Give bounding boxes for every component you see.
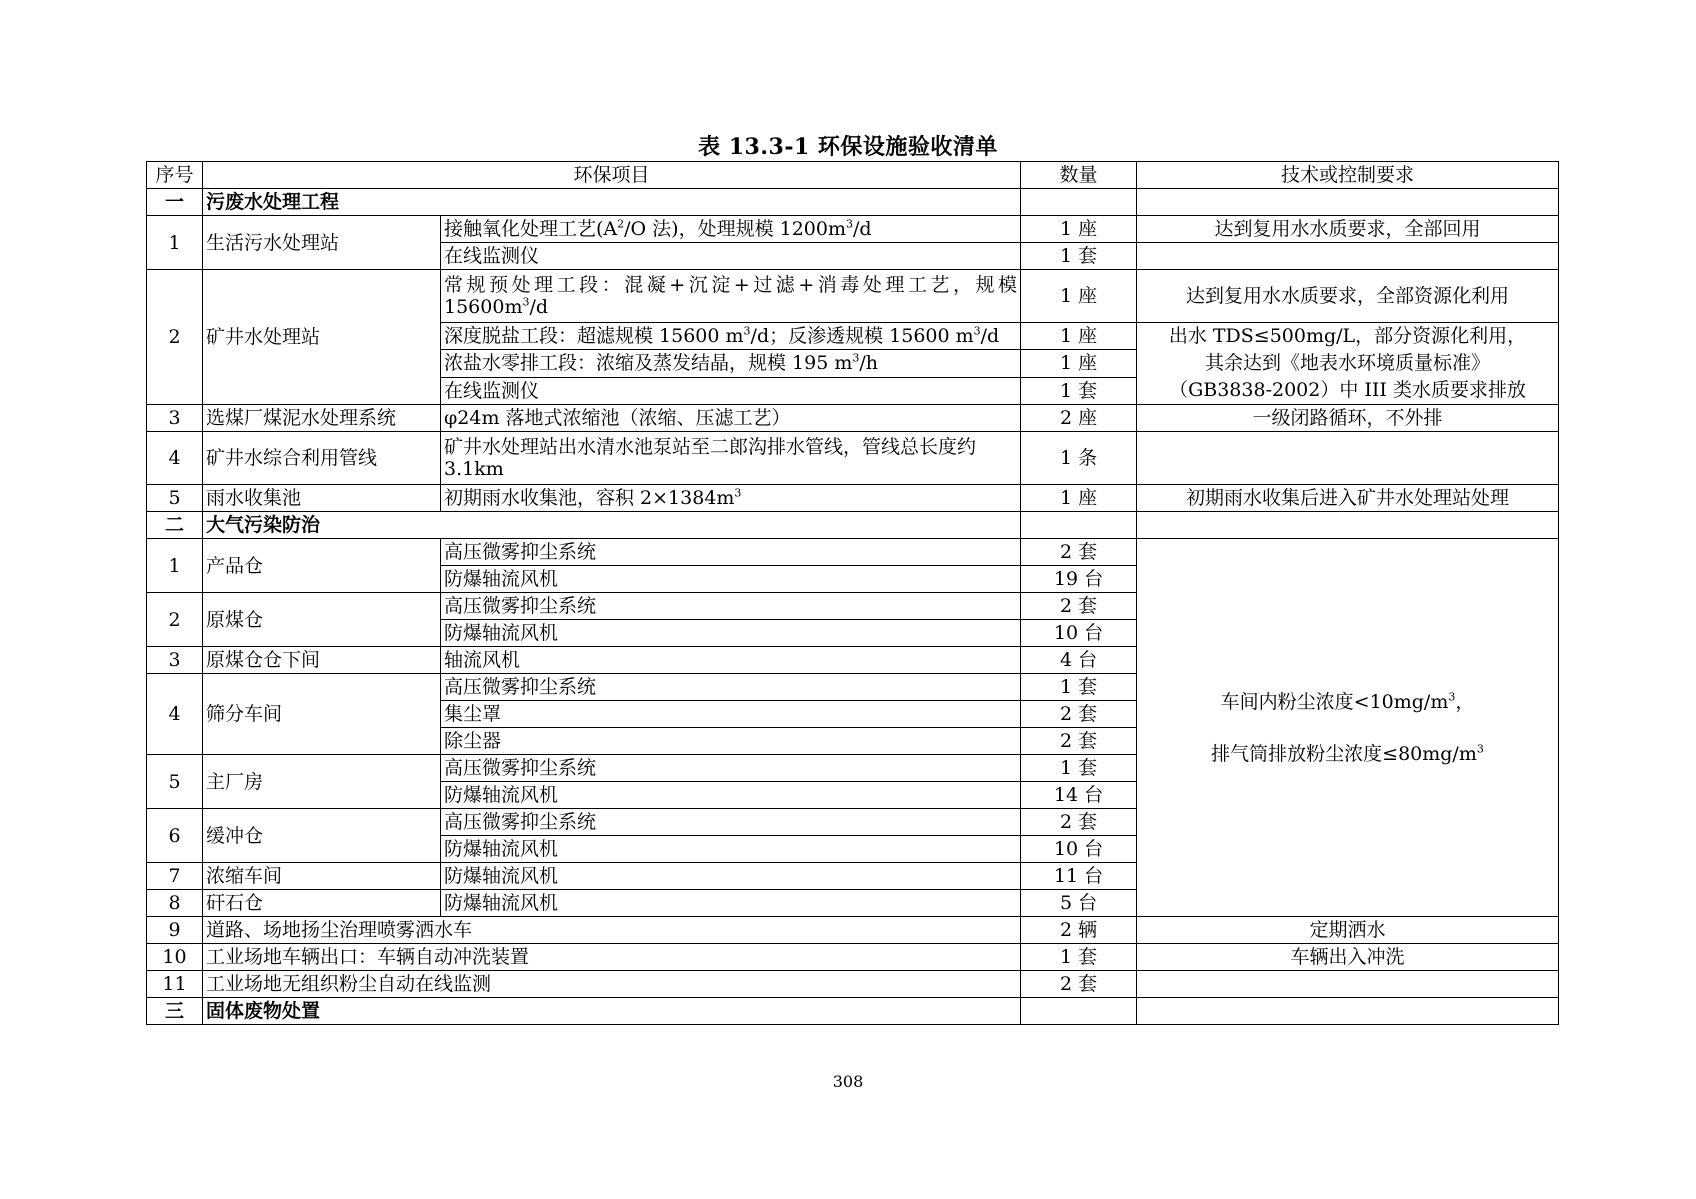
row-desc: 防爆轴流风机 [441, 890, 1021, 917]
section-index: 三 [147, 998, 203, 1025]
section-index: 二 [147, 512, 203, 539]
desc-part: /d [852, 218, 872, 240]
table-row [147, 917, 1559, 944]
row-desc: 高压微雾抑尘系统 [441, 539, 1021, 566]
table-row [147, 944, 1559, 971]
row-desc: φ24m 落地式浓缩池（浓缩、压滤工艺） [441, 405, 1021, 432]
row-qty: 2 辆 [1021, 917, 1137, 944]
section-name: 大气污染防治 [203, 512, 1021, 539]
row-qty: 1 座 [1021, 485, 1137, 512]
row-no: 2 [147, 270, 203, 405]
req-part: 排气筒排放粉尘浓度≤80mg/m [1211, 742, 1477, 765]
row-req: 达到复用水水质要求，全部资源化利用 [1137, 270, 1559, 323]
header-item: 环保项目 [203, 162, 1021, 189]
row-qty: 2 套 [1021, 701, 1137, 728]
desc-part: 初期雨水收集池，容积 2×1384m [444, 487, 735, 509]
row-no: 8 [147, 890, 203, 917]
table-row [147, 432, 1559, 485]
row-desc: 高压微雾抑尘系统 [441, 674, 1021, 701]
row-name: 矸石仓 [203, 890, 441, 917]
row-desc: 防爆轴流风机 [441, 620, 1021, 647]
superscript: 3 [1448, 690, 1456, 704]
table-row [147, 971, 1559, 998]
superscript: 3 [522, 295, 530, 309]
row-name: 矿井水综合利用管线 [203, 432, 441, 485]
table-row [147, 405, 1559, 432]
desc-part: 深度脱盐工段：超滤规模 15600 m [444, 325, 744, 348]
row-req: 达到复用水水质要求，全部回用 [1137, 216, 1559, 243]
req-part: ， [1455, 690, 1475, 713]
row-no: 4 [147, 432, 203, 485]
page-number: 308 [832, 1072, 864, 1091]
desc-part: /d [980, 325, 1000, 348]
row-qty: 1 座 [1021, 350, 1137, 377]
row-no: 5 [147, 485, 203, 512]
row-desc [441, 485, 1021, 512]
table-row [147, 485, 1559, 512]
row-name: 产品仓 [203, 539, 441, 593]
req-line: 出水 TDS≤500mg/L，部分资源化利用， [1168, 325, 1527, 347]
row-desc: 除尘器 [441, 728, 1021, 755]
row-qty: 1 套 [1021, 944, 1137, 971]
row-desc: 在线监测仪 [441, 243, 1021, 270]
row-qty: 1 套 [1021, 674, 1137, 701]
header-qty: 数量 [1021, 162, 1137, 189]
section-row-air [147, 512, 1559, 539]
row-qty: 1 座 [1021, 270, 1137, 323]
row-req [1137, 432, 1559, 485]
superscript: 3 [845, 217, 853, 231]
acceptance-table [146, 161, 1559, 1025]
row-no: 3 [147, 647, 203, 674]
row-no: 4 [147, 674, 203, 755]
row-name: 矿井水处理站 [203, 270, 441, 405]
row-qty: 2 座 [1021, 405, 1137, 432]
row-qty: 2 套 [1021, 809, 1137, 836]
row-desc: 集尘罩 [441, 701, 1021, 728]
table-row [147, 270, 1559, 323]
row-req [1137, 971, 1559, 998]
row-no: 11 [147, 971, 203, 998]
row-no: 9 [147, 917, 203, 944]
row-qty: 11 台 [1021, 863, 1137, 890]
desc-part: /d；反渗透规模 15600 m [750, 325, 974, 348]
req-line: （GB3838-2002）中 III 类水质要求排放 [1169, 379, 1526, 401]
row-req: 定期洒水 [1137, 917, 1559, 944]
row-desc: 矿井水处理站出水清水池泵站至二郎沟排水管线，管线总长度约 3.1km [441, 432, 1021, 485]
spacer [1140, 715, 1555, 741]
desc-part: 接触氧化处理工艺(A [444, 218, 618, 240]
empty-cell [1021, 998, 1137, 1025]
row-req: 车辆出入冲洗 [1137, 944, 1559, 971]
table-header-row [147, 162, 1559, 189]
empty-cell [1137, 243, 1559, 270]
row-qty: 2 套 [1021, 971, 1137, 998]
row-no: 3 [147, 405, 203, 432]
row-no: 1 [147, 539, 203, 593]
row-no: 7 [147, 863, 203, 890]
row-desc: 高压微雾抑尘系统 [441, 593, 1021, 620]
row-no: 2 [147, 593, 203, 647]
row-desc: 高压微雾抑尘系统 [441, 755, 1021, 782]
req-line: 其余达到《地表水环境质量标准》 [1205, 352, 1491, 374]
row-qty: 19 台 [1021, 566, 1137, 593]
row-desc [441, 323, 1021, 350]
row-name: 筛分车间 [203, 674, 441, 755]
section-row-solid-waste [147, 998, 1559, 1025]
row-qty: 4 台 [1021, 647, 1137, 674]
row-no: 6 [147, 809, 203, 863]
section-name: 固体废物处置 [203, 998, 1021, 1025]
header-req: 技术或控制要求 [1137, 162, 1559, 189]
empty-cell [1021, 512, 1137, 539]
superscript: 3 [1476, 742, 1484, 756]
row-qty: 1 套 [1021, 243, 1137, 270]
table-title: 表 13.3-1 环保设施验收清单 [698, 134, 998, 160]
row-desc: 轴流风机 [441, 647, 1021, 674]
row-desc: 防爆轴流风机 [441, 836, 1021, 863]
row-desc: 防爆轴流风机 [441, 863, 1021, 890]
row-name: 主厂房 [203, 755, 441, 809]
row-name: 工业场地车辆出口：车辆自动冲洗装置 [203, 944, 1021, 971]
row-desc [441, 216, 1021, 243]
row-qty: 10 台 [1021, 836, 1137, 863]
desc-part: /d [529, 296, 549, 318]
row-name: 浓缩车间 [203, 863, 441, 890]
row-desc [441, 270, 1021, 323]
desc-part: /h [859, 352, 879, 375]
superscript: 3 [734, 486, 742, 500]
req-line [1140, 689, 1555, 715]
desc-part: /O 法)，处理规模 1200m [624, 218, 846, 240]
row-desc: 高压微雾抑尘系统 [441, 809, 1021, 836]
row-no: 10 [147, 944, 203, 971]
row-qty: 10 台 [1021, 620, 1137, 647]
row-req: 一级闭路循环，不外排 [1137, 405, 1559, 432]
section-name: 污废水处理工程 [203, 189, 1021, 216]
row-desc: 防爆轴流风机 [441, 566, 1021, 593]
row-qty: 5 台 [1021, 890, 1137, 917]
empty-cell [1137, 189, 1559, 216]
header-no: 序号 [147, 162, 203, 189]
empty-cell [1137, 512, 1559, 539]
row-name: 工业场地无组织粉尘自动在线监测 [203, 971, 1021, 998]
req-part: 车间内粉尘浓度<10mg/m [1220, 690, 1449, 713]
table-row [147, 216, 1559, 243]
row-name: 雨水收集池 [203, 485, 441, 512]
desc-part: 浓盐水零排工段：浓缩及蒸发结晶，规模 195 m [444, 352, 853, 375]
empty-cell [1021, 189, 1137, 216]
row-qty: 2 套 [1021, 593, 1137, 620]
row-req: 初期雨水收集后进入矿井水处理站处理 [1137, 485, 1559, 512]
row-qty: 1 套 [1021, 377, 1137, 404]
row-desc: 在线监测仪 [441, 377, 1021, 404]
section-index: 一 [147, 189, 203, 216]
table-row [147, 539, 1559, 566]
row-qty: 2 套 [1021, 728, 1137, 755]
row-name: 原煤仓 [203, 593, 441, 647]
row-qty: 14 台 [1021, 782, 1137, 809]
row-name: 原煤仓仓下间 [203, 647, 441, 674]
row-no: 1 [147, 216, 203, 270]
superscript: 2 [617, 217, 625, 231]
req-line [1140, 741, 1555, 767]
desc-part: 常规预处理工段：混凝+沉淀+过滤+消毒处理工艺，规模 15600m [444, 274, 1018, 318]
row-qty: 1 条 [1021, 432, 1137, 485]
row-no: 5 [147, 755, 203, 809]
row-name: 选煤厂煤泥水处理系统 [203, 405, 441, 432]
row-desc [441, 350, 1021, 377]
row-qty: 1 座 [1021, 216, 1137, 243]
superscript: 3 [973, 324, 981, 338]
row-qty: 1 座 [1021, 323, 1137, 350]
row-qty: 2 套 [1021, 539, 1137, 566]
air-requirement-cell [1137, 539, 1559, 917]
row-req [1137, 323, 1559, 405]
superscript: 3 [743, 324, 751, 338]
row-name: 缓冲仓 [203, 809, 441, 863]
empty-cell [1137, 998, 1559, 1025]
row-desc: 防爆轴流风机 [441, 782, 1021, 809]
section-row-water [147, 189, 1559, 216]
row-qty: 1 套 [1021, 755, 1137, 782]
row-name: 生活污水处理站 [203, 216, 441, 270]
superscript: 3 [852, 352, 860, 366]
row-name: 道路、场地扬尘治理喷雾洒水车 [203, 917, 1021, 944]
